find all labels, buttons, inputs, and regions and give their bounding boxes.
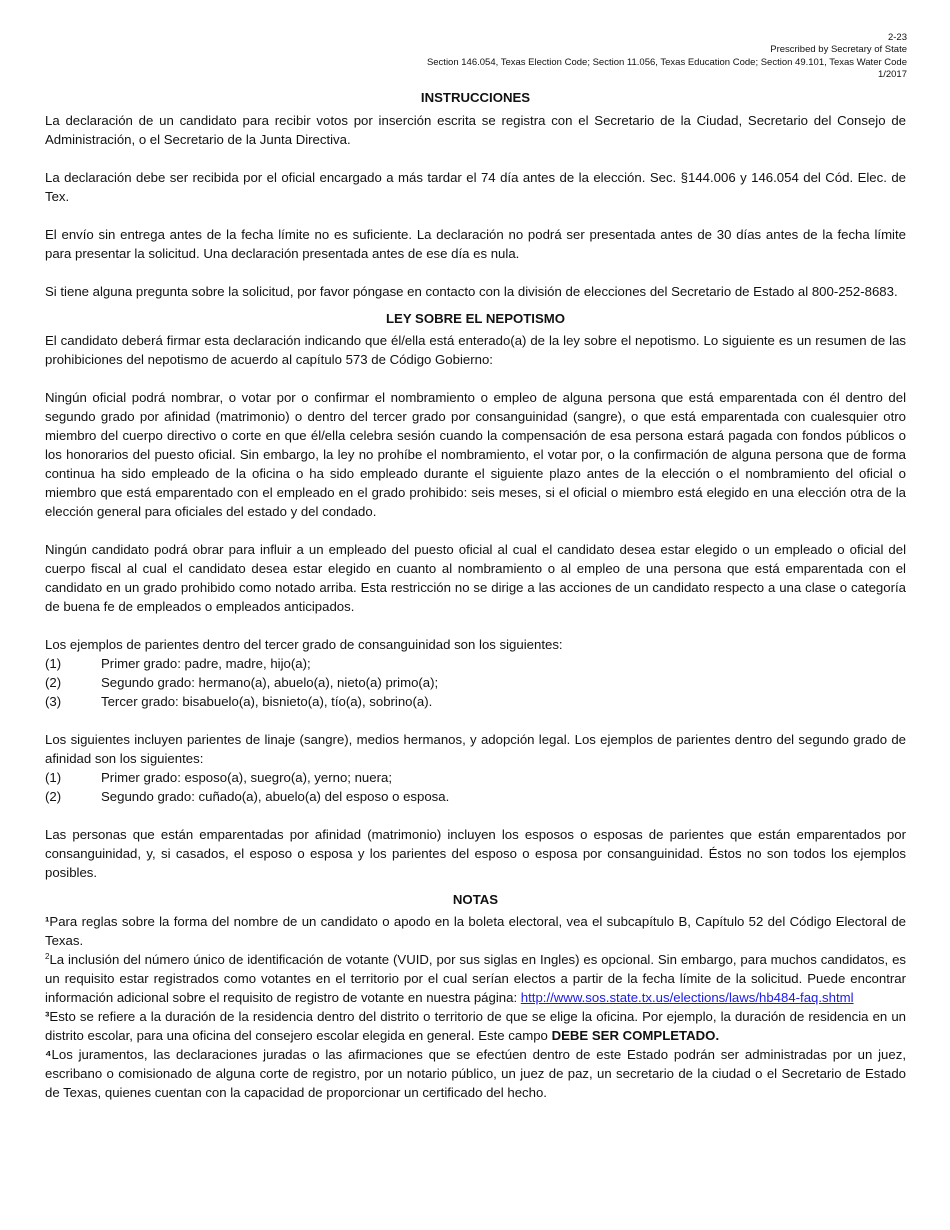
instructions-title: INSTRUCCIONES — [420, 89, 531, 105]
list-number: (2) — [45, 674, 62, 690]
affinity-intro: Los siguientes incluyen parientes de linaje (sangre), medios hermanos, y adopción legal. Los ejemplos de parientes dentro del segundo grado de afinidad son los siguientes: — [45, 731, 906, 766]
note-2-text: La inclusión del número único de identificación de votante (VUID, por sus siglas en Ingles) es opcional. Sin embargo, para muchos candidatos, es un requisito estar registrados como votantes en el territorio por el cual serían electos a partir de la fecha límite de la solicitud. Puede encontrar información adicional sobre el requisito de registro de votante en nuestra página: — [45, 951, 906, 1005]
list-text: Primer grado: padre, madre, hijo(a); — [101, 655, 311, 671]
list-number: (1) — [45, 655, 62, 671]
note-1 — [45, 912, 906, 950]
list-item — [45, 768, 906, 787]
note-3-text: Esto se refiere a la duración de la residencia dentro del distrito o territorio de que se elige la oficina. Por ejemplo, la duración de residencia en un distrito escolar, para una oficina del consejero escolar elegida en general. Este campo — [45, 1008, 906, 1043]
nepotism-paragraph-3: Ningún candidato podrá obrar para influir a un empleado del puesto oficial al cual el candidato desea estar elegido o un empleado o oficial del cuerpo fiscal al cual el candidato desea estar elegido en cuanto al nombramiento o al empleo de una persona que está emparentada con el candidato en un grado prohibido como notado arriba. Esta restricción no se dirige a las acciones de un candidato respecto a una clase o categoría de buena fe de empleados o empleados anticipados. — [45, 541, 906, 614]
hb484-faq-link[interactable]: http://www.sos.state.tx.us/elections/laws/hb484-faq.shtml — [520, 989, 854, 1005]
list-text: Segundo grado: hermano(a), abuelo(a), nieto(a) primo(a); — [101, 674, 439, 690]
prescribed-by: Prescribed by Secretary of State — [770, 44, 907, 56]
instructions-paragraph-3: El envío sin entrega antes de la fecha límite no es suficiente. La declaración no podrá ser presentada antes de 30 días antes de la fecha límite para presentar la solicitud. Una declaración presentada antes de ese día es nula. — [45, 226, 906, 261]
note-4-marker: ⁴ — [45, 1046, 52, 1062]
list-item — [45, 692, 906, 711]
nepotism-paragraph-1: El candidato deberá firmar esta declaración indicando que él/ella está enterado(a) de la ley sobre el nepotismo. Lo siguiente es un resumen de las prohibiciones del nepotismo de acuerdo al capítulo 573 de Código Gobierno: — [45, 332, 906, 367]
note-3-marker: ³ — [45, 1008, 50, 1024]
note-1-marker: ¹ — [45, 913, 50, 929]
instructions-paragraph-1: La declaración de un candidato para recibir votos por inserción escrita se registra con el Secretario de la Ciudad, Secretario del Consejo de Administración, o el Secretario de la Junta Directiva. — [45, 112, 906, 147]
list-number: (3) — [45, 693, 62, 709]
notes-title: NOTAS — [452, 891, 499, 907]
nepotism-paragraph-2: Ningún oficial podrá nombrar, o votar por o confirmar el nombramiento o empleo de alguna persona que está emparentada con él dentro del segundo grado por afinidad (matrimonio) o dentro del tercer grado por consanguinidad (sangre), o que está emparentada con cualesquier otro miembro del cuerpo directivo o corte en que él/ella celebra sesión cuando la compensación de esa persona estará pagada con fondos públicos o los honorarios del puesto oficial. Sin embargo, la ley no prohíbe el nombramiento, el votar por, o la confirmación de alguna persona que de forma continua ha sido empleado de la oficina o ha sido empleado durante el siguiente plazo antes de la elección o el nombramiento del oficial o miembro que está emparentado con el empleado en el grado prohibido: seis meses, si el oficial o miembro está elegido en una elección otra de la elección general para oficiales del estado y del condado. — [45, 389, 906, 519]
list-item — [45, 673, 906, 692]
statute-sections: Section 146.054, Texas Election Code; Section 11.056, Texas Education Code; Section 49.101, Texas Water Code — [426, 56, 907, 68]
note-3-bold-text: DEBE SER COMPLETADO. — [551, 1027, 720, 1043]
consanguinity-intro: Los ejemplos de parientes dentro del tercer grado de consanguinidad son los siguientes: — [45, 636, 563, 652]
note-2-marker: 2 — [45, 951, 50, 961]
nepotism-paragraph-4: Las personas que están emparentadas por afinidad (matrimonio) incluyen los esposos o esposas de parientes que están emparentados por consanguinidad, y, si casados, el esposo o esposa y los parientes del esposo o esposa por consanguinidad. Éstos no son todos los ejemplos posibles. — [45, 826, 906, 880]
instructions-paragraph-4: Si tiene alguna pregunta sobre la solicitud, por favor póngase en contacto con la división de elecciones del Secretario de Estado al 800-252-8683. — [45, 283, 898, 299]
list-number: (1) — [45, 769, 62, 785]
instructions-paragraph-2: La declaración debe ser recibida por el oficial encargado a más tardar el 74 día antes de la elección. Sec. §144.006 y 146.054 del Cód. Elec. de Tex. — [45, 169, 906, 204]
note-4 — [45, 1045, 906, 1102]
list-number: (2) — [45, 788, 62, 804]
form-date: 1/2017 — [877, 69, 907, 81]
note-4-text: Los juramentos, las declaraciones juradas o las afirmaciones que se efectúen dentro de este Estado podrán ser administradas por un juez, escribano o comisionado de alguna corte de registro, por un notario público, un juez de paz, un secretario de la ciudad o el Secretario de Estado de Texas, quienes cuentan con la capacidad de proporcionar un certificado del hecho. — [45, 1046, 906, 1100]
list-text: Tercer grado: bisabuelo(a), bisnieto(a), tío(a), sobrino(a). — [101, 693, 433, 709]
note-2 — [45, 950, 906, 1007]
list-text: Primer grado: esposo(a), suegro(a), yerno; nuera; — [101, 769, 392, 785]
list-item — [45, 654, 906, 673]
note-1-text: Para reglas sobre la forma del nombre de un candidato o apodo en la boleta electoral, vea el subcapítulo B, Capítulo 52 del Código Electoral de Texas. — [45, 913, 906, 948]
note-3 — [45, 1007, 906, 1045]
list-text: Segundo grado: cuñado(a), abuelo(a) del esposo o esposa. — [101, 788, 450, 804]
nepotism-title: LEY SOBRE EL NEPOTISMO — [385, 310, 566, 326]
form-header — [45, 32, 907, 82]
form-number: 2-23 — [887, 32, 907, 43]
list-item — [45, 787, 906, 806]
document-page — [45, 32, 906, 1102]
